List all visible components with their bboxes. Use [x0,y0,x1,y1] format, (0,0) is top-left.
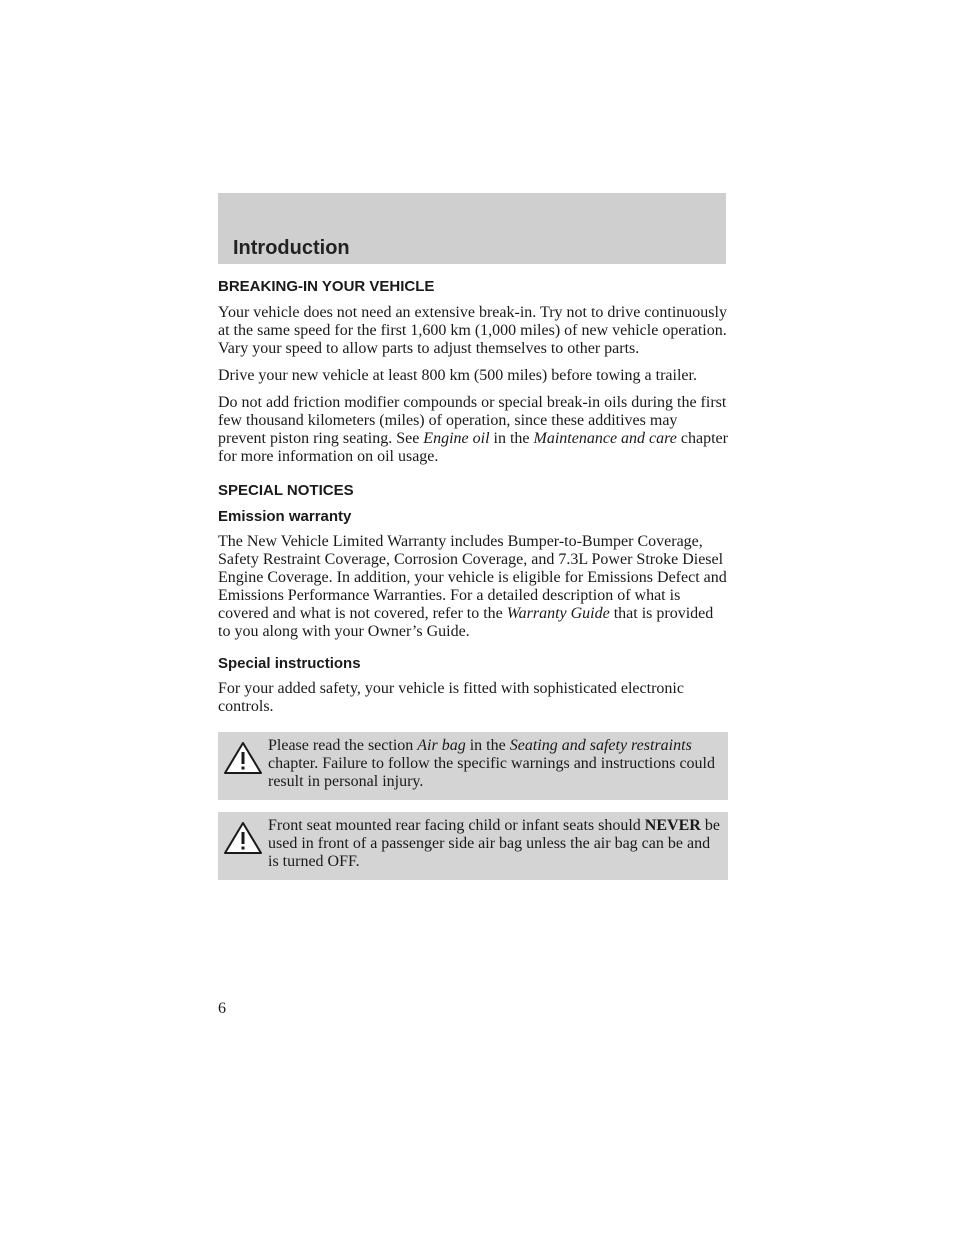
breaking-in-paragraph-3 [218,394,728,466]
breaking-in-paragraph-1: Your vehicle does not need an extensive break-in. Try not to drive continuously at the same speed for the first 1,600 km (1,000 miles) of new vehicle operation. Vary your speed to allow parts to adjust themselves to other parts. [218,304,727,357]
warranty-guide-reference: Warranty Guide [506,605,610,622]
air-bag-reference: Air bag [417,737,466,754]
special-instructions-heading: Special instructions [218,655,361,672]
breaking-in-paragraph-2: Drive your new vehicle at least 800 km (500 miles) before towing a trailer. [218,367,697,384]
warning-box-air-bag [218,732,728,800]
paragraph-text: that is provided to you along with your Owner’s Guide. [218,605,714,640]
paragraph-text: in the [489,430,534,447]
warning-text: chapter. Failure to follow the specific warnings and instructions could result in personal injury. [268,755,715,790]
page-number: 6 [218,1000,226,1017]
warning-box-child-seat [218,812,728,880]
warning-triangle-icon [220,739,266,777]
emission-warranty-heading: Emission warranty [218,508,352,525]
emission-warranty-paragraph [218,533,728,641]
maintenance-reference: Maintenance and care [533,430,677,447]
paragraph-text: chapter for more information on oil usage. [218,430,728,465]
paragraph-text: The New Vehicle Limited Warranty includes Bumper-to-Bumper Coverage, Safety Restraint Coverage, Corrosion Coverage, and 7.3L Power Stroke Diesel Engine Coverage. In addition, your vehicle is eligible for Emissions Defect and Emissions Performance Warranties. For a detailed description of what is covered and what is not covered, refer to the [218,533,727,622]
warning-text-child-seat [220,817,722,871]
special-instructions-paragraph: For your added safety, your vehicle is fitted with sophisticated electronic controls. [218,680,684,715]
breaking-in-heading: BREAKING-IN YOUR VEHICLE [218,278,435,295]
warning-triangle-icon [220,819,266,857]
paragraph-text: Do not add friction modifier compounds or special break-in oils during the first few thousand kilometers (miles) of operation, since these additives may prevent piston ring seating. See [218,394,727,447]
engine-oil-reference: Engine oil [423,430,490,447]
chapter-title: Introduction [233,237,350,259]
warning-text: Please read the section [268,737,418,754]
warning-text: Front seat mounted rear facing child or infant seats should [268,817,645,834]
page-content [218,278,728,880]
warning-text-air-bag [220,737,722,791]
chapter-header-band [218,193,726,264]
warning-text: be used in front of a passenger side air bag unless the air bag can be and is turned OFF. [268,817,720,870]
seating-safety-reference: Seating and safety restraints [509,737,692,754]
warning-text: in the [465,737,510,754]
special-notices-heading: SPECIAL NOTICES [218,482,354,499]
never-emphasis: NEVER [644,817,701,834]
